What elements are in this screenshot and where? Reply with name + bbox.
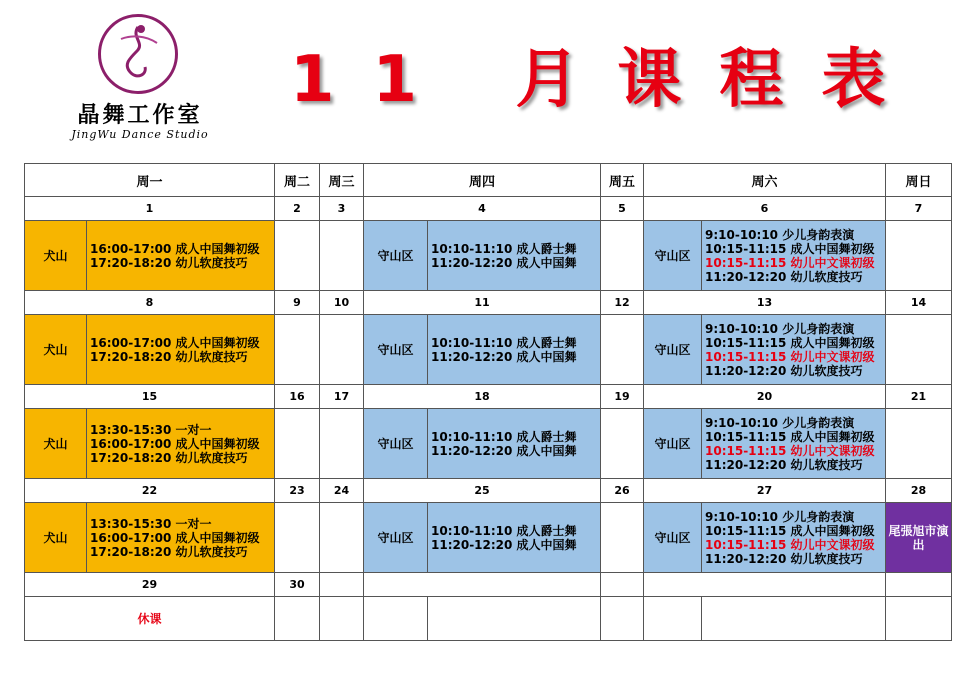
class-line: 10:15-11:15 成人中国舞初级 [705, 335, 875, 350]
class-line: 10:10-11:10 成人爵士舞 [431, 335, 577, 350]
schedule-table [24, 163, 952, 641]
class-line: 9:10-10:10 少儿身韵表演 [705, 509, 855, 524]
class-line: 17:20-18:20 幼儿软度技巧 [90, 349, 248, 364]
empty-cell [320, 573, 364, 597]
date-cell: 10 [320, 291, 364, 315]
date-cell: 6 [644, 197, 886, 221]
rest-notice: 休课 [25, 597, 275, 641]
location-shoushan: 守山区 [644, 409, 702, 479]
class-line: 11:20-12:20 成人中国舞 [431, 443, 577, 458]
class-line: 13:30-15:30 一对一 [90, 422, 212, 437]
weekday-sat: 周六 [644, 164, 886, 197]
date-cell: 17 [320, 385, 364, 409]
class-line-highlight: 10:15-11:15 幼儿中文课初级 [705, 255, 875, 270]
empty-cell [886, 597, 952, 641]
location-shoushan: 守山区 [644, 503, 702, 573]
empty-cell [601, 503, 644, 573]
class-line: 13:30-15:30 一对一 [90, 516, 212, 531]
class-line-highlight: 10:15-11:15 幼儿中文课初级 [705, 537, 875, 552]
date-cell: 5 [601, 197, 644, 221]
empty-cell [886, 221, 952, 291]
class-line: 10:15-11:15 成人中国舞初级 [705, 523, 875, 538]
logo-name: 晶舞工作室 [77, 102, 203, 128]
class-line: 9:10-10:10 少儿身韵表演 [705, 321, 855, 336]
thu-classes [428, 315, 601, 385]
mon-classes [87, 409, 275, 479]
class-line-highlight: 10:15-11:15 幼儿中文课初级 [705, 349, 875, 364]
date-cell: 27 [644, 479, 886, 503]
weekday-wed: 周三 [320, 164, 364, 197]
empty-cell [601, 315, 644, 385]
class-line: 17:20-18:20 幼儿软度技巧 [90, 450, 248, 465]
page-title: 11 月课程表 [290, 43, 924, 117]
class-line: 16:00-17:00 成人中国舞初级 [90, 241, 260, 256]
empty-cell [275, 503, 320, 573]
dancer-logo-icon [98, 14, 178, 94]
empty-cell [320, 409, 364, 479]
date-cell: 4 [364, 197, 601, 221]
empty-cell [275, 597, 320, 641]
empty-cell [320, 503, 364, 573]
empty-cell [601, 221, 644, 291]
location-shoushan: 守山区 [364, 315, 428, 385]
date-cell: 28 [886, 479, 952, 503]
class-line: 11:20-12:20 幼儿软度技巧 [705, 269, 863, 284]
date-cell: 29 [25, 573, 275, 597]
studio-logo [60, 12, 220, 147]
date-cell: 1 [25, 197, 275, 221]
class-line: 11:20-12:20 成人中国舞 [431, 537, 577, 552]
date-row [25, 197, 952, 221]
date-row [25, 573, 952, 597]
class-line: 10:10-11:10 成人爵士舞 [431, 429, 577, 444]
class-row [25, 597, 952, 641]
date-cell: 20 [644, 385, 886, 409]
sat-classes [702, 315, 886, 385]
location-shoushan: 守山区 [644, 221, 702, 291]
class-line: 16:00-17:00 成人中国舞初级 [90, 436, 260, 451]
date-cell: 12 [601, 291, 644, 315]
date-cell: 15 [25, 385, 275, 409]
empty-cell [320, 315, 364, 385]
date-cell: 8 [25, 291, 275, 315]
location-shoushan: 守山区 [364, 409, 428, 479]
empty-cell [320, 221, 364, 291]
date-cell: 26 [601, 479, 644, 503]
class-line: 9:10-10:10 少儿身韵表演 [705, 415, 855, 430]
weekday-tue: 周二 [275, 164, 320, 197]
mon-classes [87, 503, 275, 573]
thu-classes [428, 409, 601, 479]
class-line: 16:00-17:00 成人中国舞初级 [90, 530, 260, 545]
thu-classes [428, 221, 601, 291]
empty-cell [275, 409, 320, 479]
class-line: 11:20-12:20 幼儿软度技巧 [705, 457, 863, 472]
location-quanshan: 犬山 [25, 221, 87, 291]
location-shoushan: 守山区 [644, 315, 702, 385]
empty-cell [644, 573, 886, 597]
location-shoushan: 守山区 [364, 221, 428, 291]
class-line: 11:20-12:20 成人中国舞 [431, 255, 577, 270]
date-row [25, 479, 952, 503]
class-row [25, 409, 952, 479]
mon-classes [87, 221, 275, 291]
location-shoushan: 守山区 [364, 503, 428, 573]
class-line: 10:10-11:10 成人爵士舞 [431, 523, 577, 538]
empty-cell [702, 597, 886, 641]
location-quanshan: 犬山 [25, 409, 87, 479]
sat-classes [702, 221, 886, 291]
logo-subtitle: JingWu Dance Studio [71, 128, 209, 141]
date-cell: 23 [275, 479, 320, 503]
class-line: 11:20-12:20 成人中国舞 [431, 349, 577, 364]
date-cell: 22 [25, 479, 275, 503]
date-cell: 18 [364, 385, 601, 409]
empty-cell [644, 597, 702, 641]
class-line: 11:20-12:20 幼儿软度技巧 [705, 363, 863, 378]
class-row [25, 221, 952, 291]
empty-cell [364, 597, 428, 641]
class-line: 16:00-17:00 成人中国舞初级 [90, 335, 260, 350]
sun-event: 尾張旭市演出 [886, 503, 952, 573]
empty-cell [601, 573, 644, 597]
empty-cell [428, 597, 601, 641]
date-cell: 30 [275, 573, 320, 597]
weekday-fri: 周五 [601, 164, 644, 197]
date-cell: 3 [320, 197, 364, 221]
class-line-highlight: 10:15-11:15 幼儿中文课初级 [705, 443, 875, 458]
date-cell: 7 [886, 197, 952, 221]
date-cell: 2 [275, 197, 320, 221]
mon-classes [87, 315, 275, 385]
sat-classes [702, 503, 886, 573]
weekday-mon: 周一 [25, 164, 275, 197]
empty-cell [275, 315, 320, 385]
date-cell: 25 [364, 479, 601, 503]
class-line: 17:20-18:20 幼儿软度技巧 [90, 255, 248, 270]
class-row [25, 315, 952, 385]
date-cell: 24 [320, 479, 364, 503]
empty-cell [886, 573, 952, 597]
class-row [25, 503, 952, 573]
empty-cell [886, 409, 952, 479]
date-cell: 11 [364, 291, 601, 315]
class-line: 10:10-11:10 成人爵士舞 [431, 241, 577, 256]
thu-classes [428, 503, 601, 573]
empty-cell [886, 315, 952, 385]
weekday-sun: 周日 [886, 164, 952, 197]
empty-cell [601, 409, 644, 479]
empty-cell [364, 573, 601, 597]
date-cell: 21 [886, 385, 952, 409]
class-line: 10:15-11:15 成人中国舞初级 [705, 429, 875, 444]
location-quanshan: 犬山 [25, 315, 87, 385]
empty-cell [320, 597, 364, 641]
class-line: 17:20-18:20 幼儿软度技巧 [90, 544, 248, 559]
location-quanshan: 犬山 [25, 503, 87, 573]
empty-cell [275, 221, 320, 291]
class-line: 10:15-11:15 成人中国舞初级 [705, 241, 875, 256]
class-line: 9:10-10:10 少儿身韵表演 [705, 227, 855, 242]
weekday-thu: 周四 [364, 164, 601, 197]
sat-classes [702, 409, 886, 479]
date-cell: 14 [886, 291, 952, 315]
date-cell: 19 [601, 385, 644, 409]
date-row [25, 385, 952, 409]
date-cell: 13 [644, 291, 886, 315]
date-row [25, 291, 952, 315]
empty-cell [601, 597, 644, 641]
date-cell: 9 [275, 291, 320, 315]
class-line: 11:20-12:20 幼儿软度技巧 [705, 551, 863, 566]
weekday-header-row [25, 164, 952, 197]
date-cell: 16 [275, 385, 320, 409]
